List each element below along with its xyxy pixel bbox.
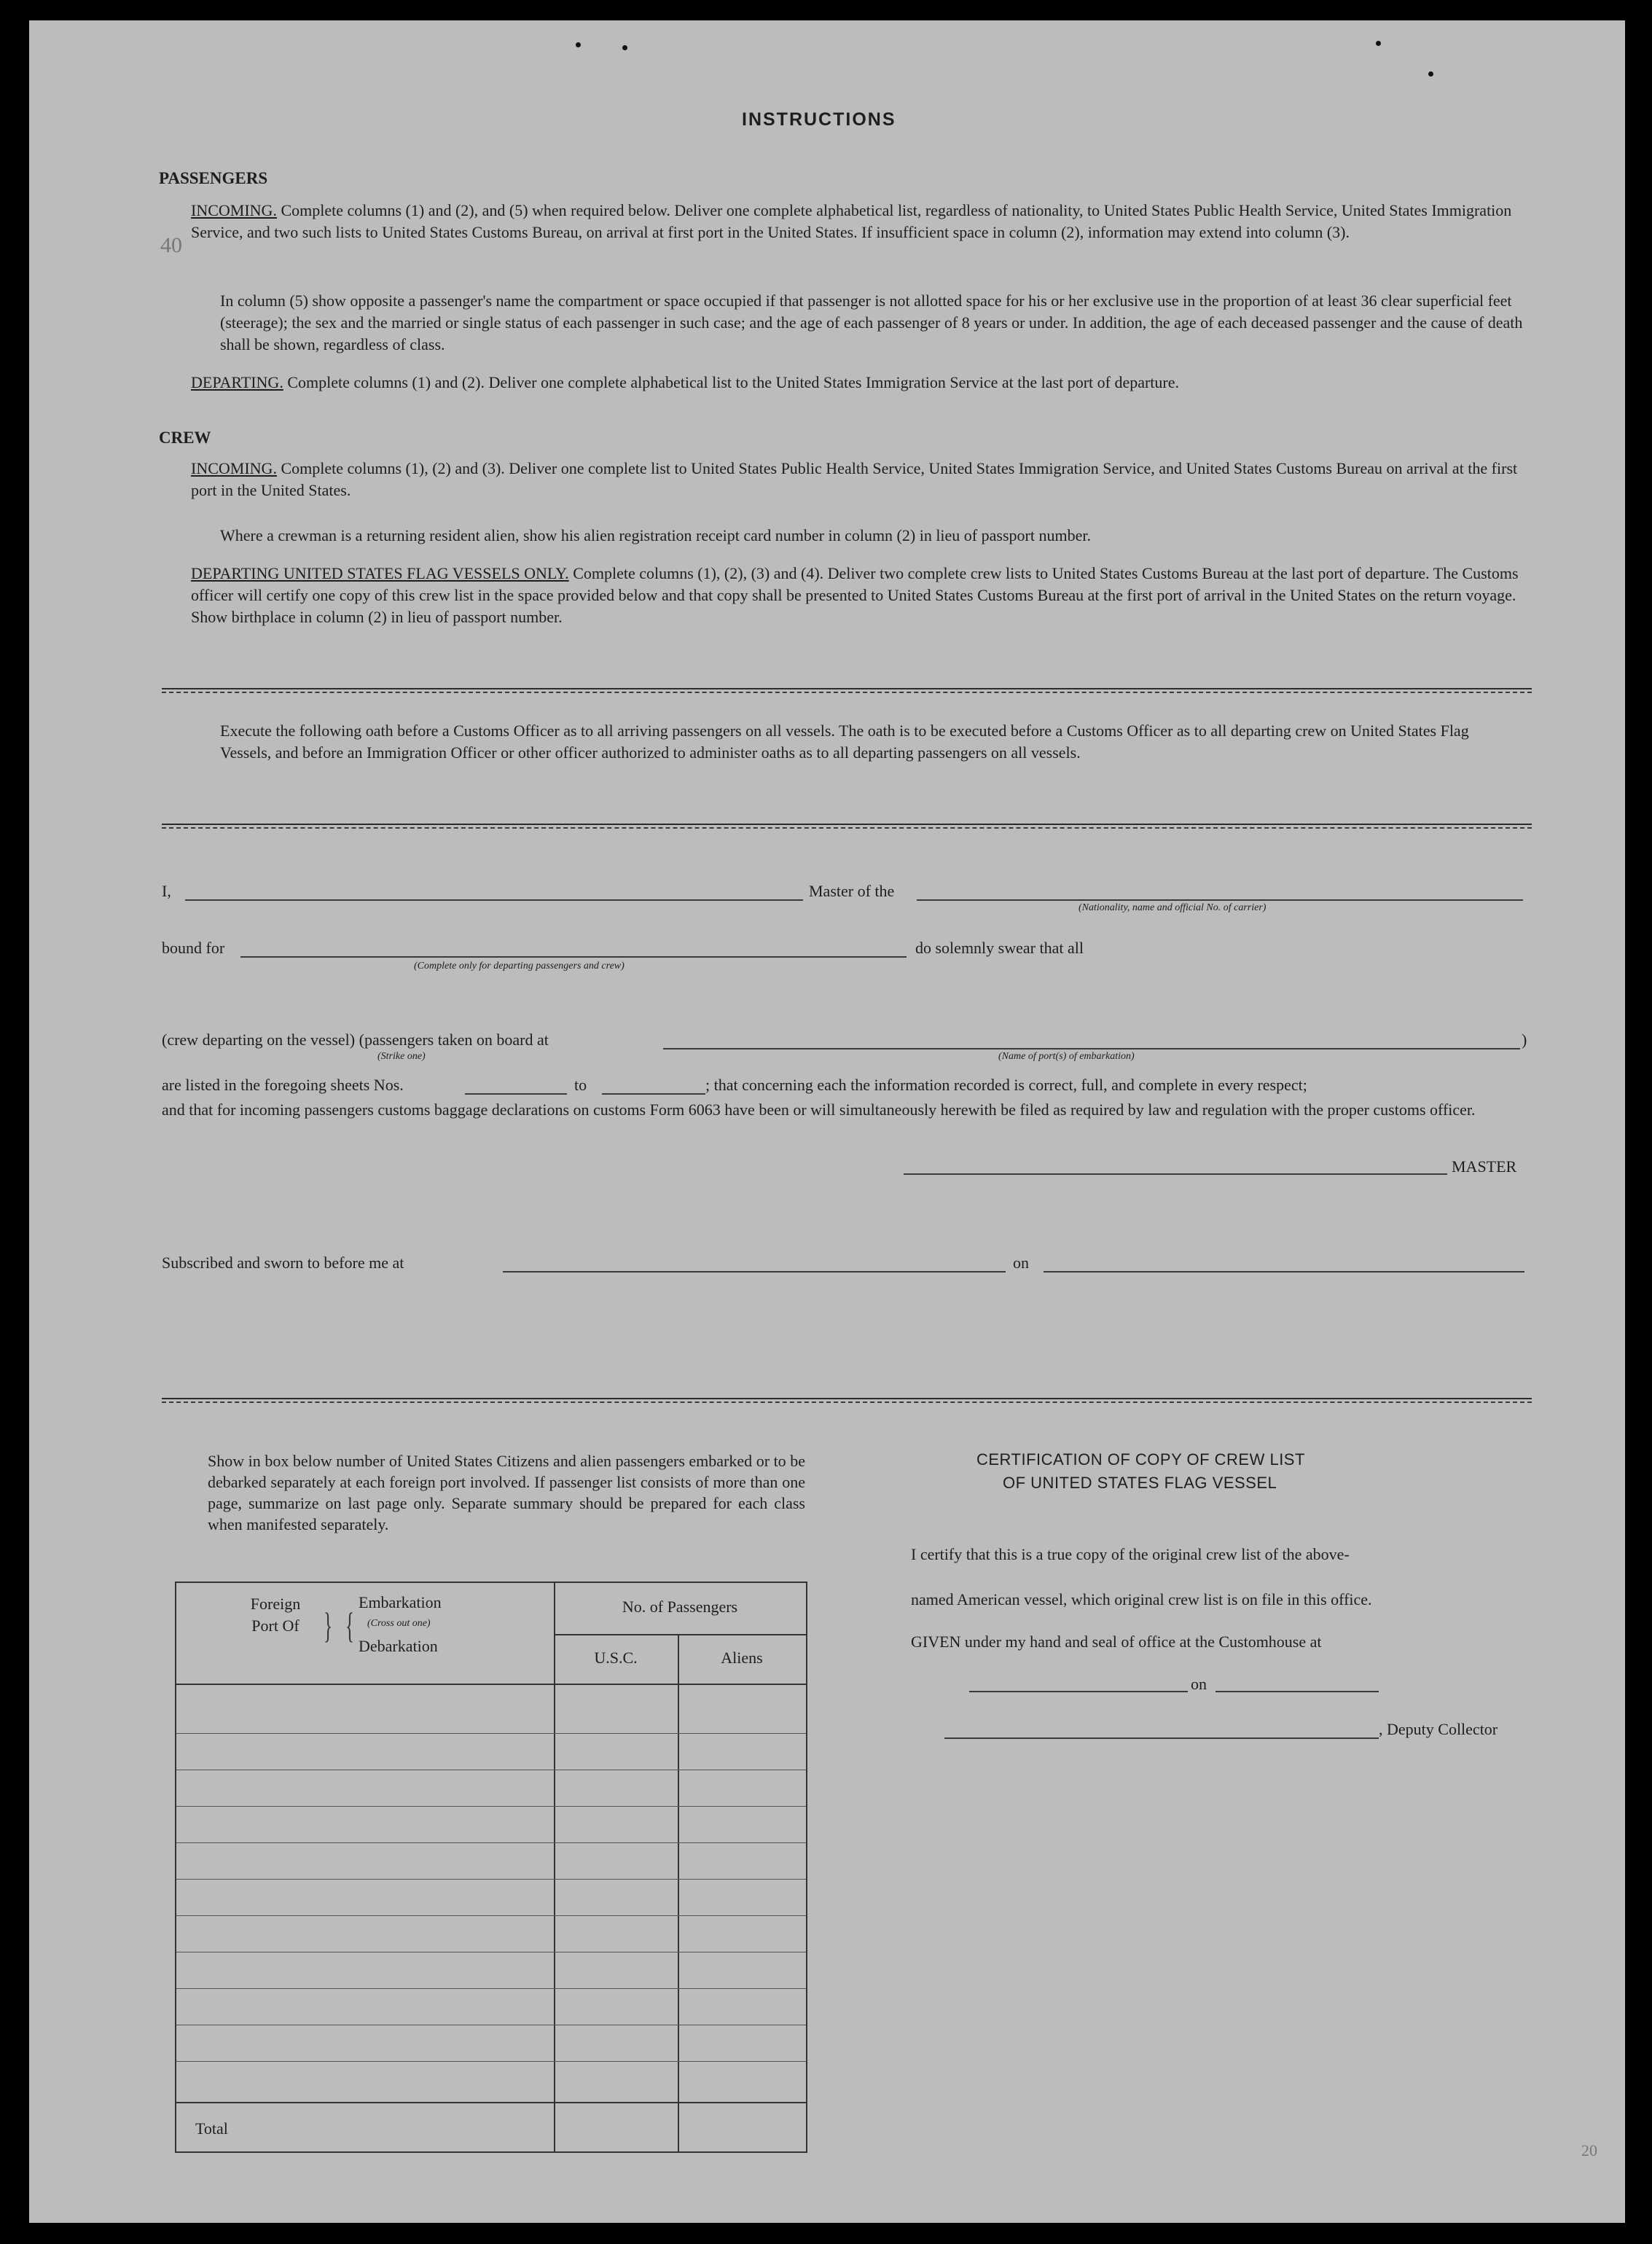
page-title: INSTRUCTIONS xyxy=(742,109,896,130)
col-no-passengers: No. of Passengers xyxy=(622,1598,738,1616)
deputy-collector-label: , Deputy Collector xyxy=(1379,1720,1498,1738)
incoming-label: INCOMING. xyxy=(191,201,277,219)
departing-text: Complete columns (1) and (2). Deliver one complete alphabetical list to the United States Immigration Service at the last port of departure. xyxy=(287,373,1180,391)
cross-out-hint: (Cross out one) xyxy=(367,1618,431,1629)
departing-label: DEPARTING. xyxy=(191,373,283,391)
subscribed-text: Subscribed and sworn to before me at xyxy=(162,1254,404,1272)
ports-hint: (Name of port(s) of embarkation) xyxy=(998,1051,1135,1062)
carrier-hint: (Nationality, name and official No. of carrier) xyxy=(1079,902,1267,913)
certification-place-field[interactable] xyxy=(969,1691,1188,1692)
certification-on-label: on xyxy=(1191,1675,1207,1693)
margin-number-bottom: 20 xyxy=(1581,2141,1597,2159)
speck xyxy=(1376,41,1381,46)
sworn-date-field[interactable] xyxy=(1044,1271,1524,1272)
certification-line-1: I certify that this is a true copy of the original crew list of the above- xyxy=(911,1545,1350,1563)
master-signature-field[interactable] xyxy=(904,1173,1447,1175)
total-label: Total xyxy=(195,2119,228,2138)
crew-flag-label: DEPARTING UNITED STATES FLAG VESSELS ONLY. xyxy=(191,564,569,582)
summary-instructions: Show in box below number of United States Citizens and alien passengers embarked or to be debarked separately at each foreign port involved. If passenger list consists of more than one page, summarize on last page only. Separate summary should be prepared for each class when manifested separately. xyxy=(208,1452,805,1533)
certification-title-1: CERTIFICATION OF COPY OF CREW LIST xyxy=(976,1450,1305,1469)
form-page xyxy=(29,20,1625,2223)
deputy-signature-field[interactable] xyxy=(944,1737,1379,1739)
crew-incoming-label: INCOMING. xyxy=(191,459,277,477)
crew-resident: Where a crewman is a returning resident alien, show his alien registration receipt card number in column (2) in lieu of passport number. xyxy=(220,526,1091,544)
bound-for-field[interactable] xyxy=(240,956,907,958)
passengers-column5: In column (5) show opposite a passenger's name the compartment or space occupied if that passenger is not allotted space for his or her exclusive use in the proportion of at least 36 clear superficial feet (steerage); the sex and the married or single status of each passenger in such case; and the age of each passenger of 8 years or under. In addition, the age of each deceased passenger and the cause of death shall be shown, regardless of class. xyxy=(220,292,1523,353)
crew-flag-vessels xyxy=(191,563,1524,628)
col-usc: U.S.C. xyxy=(594,1649,638,1667)
certification-date-field[interactable] xyxy=(1215,1691,1379,1692)
col-embarkation: Embarkation xyxy=(359,1593,442,1611)
sworn-on-label: on xyxy=(1013,1254,1029,1272)
passengers-incoming xyxy=(191,200,1524,243)
col-aliens: Aliens xyxy=(721,1649,763,1667)
master-of-label: Master of the xyxy=(809,882,895,900)
embarkation-port-field[interactable] xyxy=(663,1048,1520,1049)
certification-title-2: OF UNITED STATES FLAG VESSEL xyxy=(1003,1474,1277,1492)
incoming-text: Complete columns (1) and (2), and (5) when required below. Deliver one complete alphabetical list, regardless of nationality, to United States Public Health Service, United States Immigration Service, and two such lists to United States Customs Bureau, on arrival at first port in the United States. If insufficient space in column (2), information may extend into column (3). xyxy=(191,201,1512,241)
certification-line-2: named American vessel, which original crew list is on file in this office. xyxy=(911,1590,1372,1608)
carrier-field[interactable] xyxy=(917,899,1523,901)
master-name-field[interactable] xyxy=(185,899,803,901)
passenger-summary-table xyxy=(175,1582,807,2153)
divider xyxy=(162,1398,1532,1403)
sheets-to-field[interactable] xyxy=(602,1093,705,1095)
oath-intro: Execute the following oath before a Customs Officer as to all arriving passengers on all vessels. The oath is to be executed before a Customs Officer as to all departing crew on United States Flag Vessels, and before an Immigration Officer or other officer authorized to administer oaths as to all departing passengers on all vessels. xyxy=(220,722,1469,762)
crew-incoming-text: Complete columns (1), (2) and (3). Deliver one complete list to United States Public Health Service, United States Immigration Service, and United States Customs Bureau on arrival at the first port in the United States. xyxy=(191,459,1518,499)
to-label: to xyxy=(574,1076,587,1094)
crew-incoming xyxy=(191,458,1524,501)
bound-for-label: bound for xyxy=(162,939,225,957)
brace: } xyxy=(324,1605,332,1646)
crew-flag-text: Complete columns (1), (2), (3) and (4). Deliver two complete crew lists to United States Customs Bureau at the last port of departure. The Customs officer will certify one copy of this crew list in the space provided below and that copy shall be presented to United States Customs Bureau at the first port of arrival in the United States on the return voyage. Show birthplace in column (2) in lieu of passport number. xyxy=(191,564,1519,626)
strike-hint: (Strike one) xyxy=(377,1051,426,1062)
close-paren: ) xyxy=(1522,1031,1527,1049)
sworn-place-field[interactable] xyxy=(503,1271,1006,1272)
crew-heading: CREW xyxy=(159,429,211,447)
oath-i-label: I, xyxy=(162,882,171,900)
crew-departing-text: (crew departing on the vessel) (passengers taken on board at xyxy=(162,1031,549,1049)
passengers-departing xyxy=(191,372,1524,394)
brace: { xyxy=(345,1605,354,1646)
divider xyxy=(162,688,1532,693)
margin-number: 40 xyxy=(160,233,182,257)
certification-line-3: GIVEN under my hand and seal of office at the Customhouse at xyxy=(911,1633,1322,1651)
col-foreign-port: Foreign Port Of xyxy=(250,1595,301,1635)
divider xyxy=(162,824,1532,829)
speck xyxy=(576,42,581,47)
col-debarkation: Debarkation xyxy=(359,1637,438,1655)
sheets-from-field[interactable] xyxy=(465,1093,567,1095)
passengers-heading: PASSENGERS xyxy=(159,169,268,187)
speck xyxy=(622,45,627,50)
customs-text: and that for incoming passengers customs baggage declarations on customs Form 6063 have been or will simultaneously herewith be filed as required by law and regulation with the proper customs officer. xyxy=(162,1101,1476,1119)
sheets-text: are listed in the foregoing sheets Nos. xyxy=(162,1076,404,1094)
swear-text: do solemnly swear that all xyxy=(915,939,1084,957)
concerning-text: ; that concerning each the information recorded is correct, full, and complete in every respect; xyxy=(705,1076,1307,1094)
master-label: MASTER xyxy=(1452,1157,1517,1176)
speck xyxy=(1428,71,1433,77)
bound-for-hint: (Complete only for departing passengers and crew) xyxy=(414,961,625,972)
